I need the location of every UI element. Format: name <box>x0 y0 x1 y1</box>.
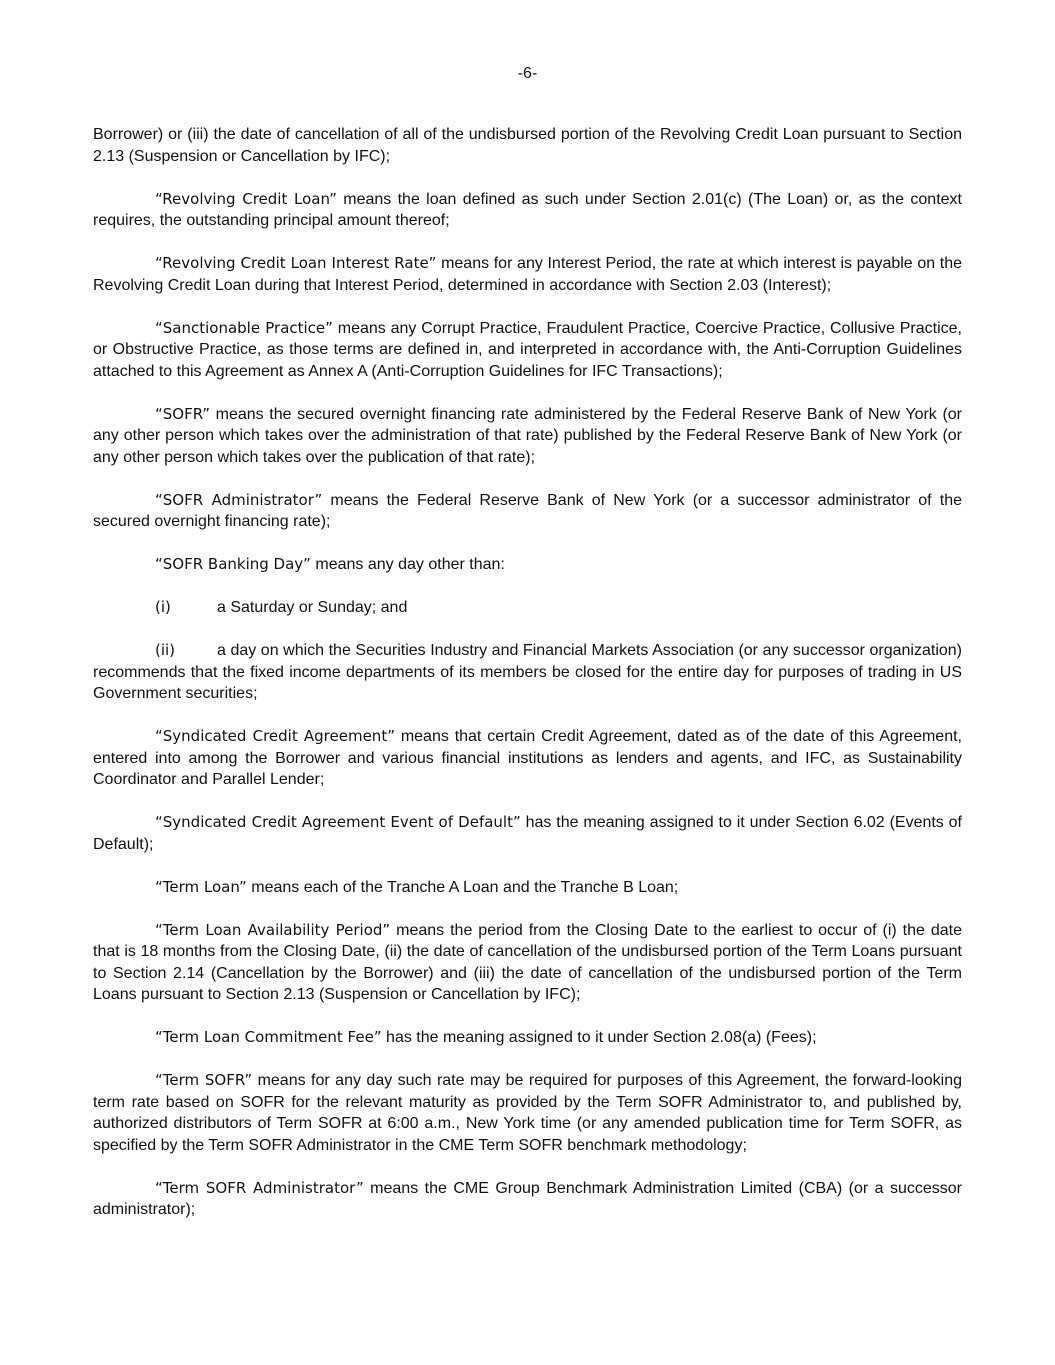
definitions-body <box>93 124 962 1242</box>
defined-term: “Sanctionable Practice” <box>155 318 333 337</box>
definition-text: means any Corrupt Practice, Fraudulent Practice, Coercive Practice, Collusive Practice, or Obstructive Practice, as those terms are defined in, and interpreted in accordance with, the Anti-Corruption Guidelines attached to this Agreement as Annex A (Anti-Corruption Guidelines for IFC Transactions); <box>93 319 962 380</box>
definition-term-sofr <box>93 1070 962 1156</box>
defined-term: “Syndicated Credit Agreement Event of Default” <box>155 813 521 831</box>
defined-term: “Term Loan” <box>155 877 247 896</box>
list-item <box>93 640 962 705</box>
definition-text: means the CME Group Benchmark Administration Limited (CBA) (or a successor administrator); <box>93 1179 962 1218</box>
defined-term: “SOFR Banking Day” <box>155 555 311 573</box>
definition-text: means for any day such rate may be required for purposes of this Agreement, the forward-looking term rate based on SOFR for the relevant maturity as provided by the Term SOFR Administrator to, and published by, authorized distributors of Term SOFR at 6:00 a.m., New York time (or any amended publication time for Term SOFR, as specified by the Term SOFR Administrator in the CME Term SOFR benchmark methodology; <box>93 1072 962 1154</box>
defined-term: “SOFR” <box>155 404 210 423</box>
definition-sofr-administrator <box>93 490 962 533</box>
definition-text: has the meaning assigned to it under Section 6.02 (Events of Default); <box>93 814 963 853</box>
defined-term: “SOFR Administrator” <box>155 490 323 509</box>
definition-revolving-credit-loan-interest-rate <box>93 253 962 296</box>
definition-syndicated-credit-agreement <box>93 726 962 791</box>
defined-term: “Term SOFR” <box>155 1071 253 1089</box>
paragraph-text: Borrower) or (iii) the date of cancellation of all of the undisbursed portion of the Revolving Credit Loan pursuant to Section 2.13 (Suspension or Cancellation by IFC); <box>93 126 962 165</box>
defined-term: “Revolving Credit Loan Interest Rate” <box>155 254 437 272</box>
definition-term-sofr-administrator <box>93 1178 962 1221</box>
definition-term-loan-commitment-fee <box>93 1027 962 1049</box>
definition-text: means each of the Tranche A Loan and the Tranche B Loan; <box>246 878 679 896</box>
definition-text: means for any Interest Period, the rate at which interest is payable on the Revolving Credit Loan during that Interest Period, determined in accordance with Section 2.03 (Interest); <box>93 255 963 294</box>
definition-text: means the period from the Closing Date to the earliest to occur of (i) the date that is 18 months from the Closing Date, (ii) the date of cancellation of the undisbursed portion of the Term Loans pursuant to Section 2.14 (Cancellation by the Borrower) and (iii) the date of cancellation of the undisbursed portion of the Term Loans pursuant to Section 2.13 (Suspension or Cancellation by IFC); <box>93 921 962 1003</box>
definition-text: means the loan defined as such under Section 2.01(c) (The Loan) or, as the context requires, the outstanding principal amount thereof; <box>93 190 962 229</box>
defined-term: “Term Loan Commitment Fee” <box>155 1028 382 1046</box>
list-item-text: a Saturday or Sunday; and <box>217 599 408 616</box>
definition-text: means any day other than: <box>310 556 505 573</box>
defined-term: “Term SOFR Administrator” <box>155 1178 364 1197</box>
list-item-marker: (i) <box>155 598 171 616</box>
defined-term: “Revolving Credit Loan” <box>155 189 337 208</box>
definition-syndicated-credit-agreement-event-of-default <box>93 812 962 855</box>
definition-term-loan <box>93 877 962 899</box>
defined-term: “Syndicated Credit Agreement” <box>155 727 395 745</box>
definition-text: has the meaning assigned to it under Section 2.08(a) (Fees); <box>381 1029 817 1046</box>
paragraph-continuation <box>93 124 962 167</box>
definition-sofr <box>93 404 962 469</box>
definition-sanctionable-practice <box>93 318 962 383</box>
defined-term: “Term Loan Availability Period” <box>155 920 391 939</box>
page-number: -6- <box>517 65 538 82</box>
list-item <box>93 597 962 619</box>
definition-text: means the Federal Reserve Bank of New York (or a successor administrator of the secured overnight financing rate); <box>93 491 962 530</box>
list-item-text: a day on which the Securities Industry and Financial Markets Association (or any successor organization) recommends that the fixed income departments of its members be closed for the entire day for purposes of trading in US Government securities; <box>93 642 962 702</box>
definition-term-loan-availability-period <box>93 920 962 1006</box>
list-item-marker: (ii) <box>155 641 176 659</box>
definition-sofr-banking-day <box>93 554 962 576</box>
definition-text: means the secured overnight financing rate administered by the Federal Reserve Bank of New York (or any other person which takes over the administration of that rate) published by the Federal Reserve Bank of New York (or any other person which takes over the publication of that rate); <box>93 405 962 466</box>
definition-revolving-credit-loan <box>93 189 962 232</box>
definition-text: means that certain Credit Agreement, dated as of the date of this Agreement, entered into among the Borrower and various financial institutions as lenders and agents, and IFC, as Sustainability Coordinator and Parallel Lender; <box>93 728 962 788</box>
